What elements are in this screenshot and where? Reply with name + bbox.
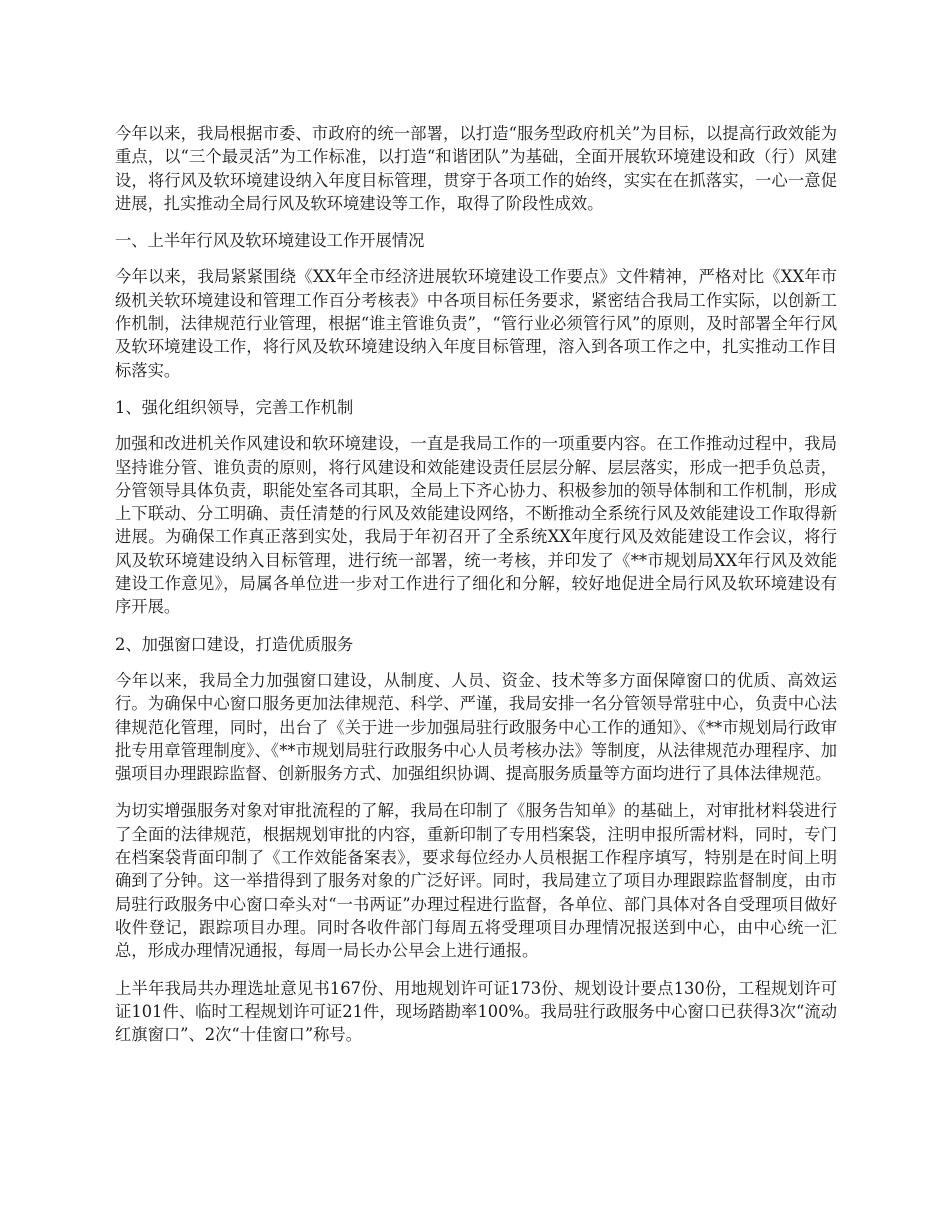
subsection-1-paragraph: 加强和改进机关作风建设和软环境建设，一直是我局工作的一项重要内容。在工作推动过程中，我局坚持谁分管、谁负责的原则，将行风建设和效能建设责任层层分解、层层落实，形成一把手负总责，分管领导具体负责，职能处室各司其职，全局上下齐心协力、积极参加的领导体制和工作机制，形成上下联动、分工明确、责任清楚的行风及效能建设网络，不断推动全系统行风及效能建设工作取得新进展。为确保工作真正落到实处，我局于年初召开了全系统XX年度行风及效能建设工作会议，将行风及软环境建设纳入目标管理，进行统一部署，统一考核，并印发了《**市规划局XX年行风及效能建设工作意见》，局属各单位进一步对工作进行了细化和分解，较好地促进全局行风及软环境建设有序开展。 (115, 434, 837, 617)
subsection-2-paragraph-2: 为切实增强服务对象对审批流程的了解，我局在印制了《服务告知单》的基础上，对审批材料袋进行了全面的法律规范，根据规划审批的内容，重新印制了专用档案袋，注明申报所需材料，同时，专门在档案袋背面印制了《工作效能备案表》，要求每位经办人员根据工作程序填写，特别是在时间上明确到了分钟。这一举措得到了服务对象的广泛好评。同时，我局建立了项目办理跟踪监督制度，由市局驻行政服务中心窗口牵头对“一书两证”办理过程进行监督，各单位、部门具体对各自受理项目做好收件登记，跟踪项目办理。同时各收件部门每周五将受理项目办理情况报送到中心，由中心统一汇总，形成办理情况通报，每周一局长办公早会上进行通报。 (115, 801, 837, 961)
intro-paragraph: 今年以来，我局根据市委、市政府的统一部署，以打造“服务型政府机关”为目标，以提高行政效能为重点，以“三个最灵活”为工作标准，以打造“和谐团队”为基础，全面开展软环境建设和政（行）风建设，将行风及软环境建设纳入年度目标管理，贯穿于各项工作的始终，实实在在抓落实，一心一意促进展，扎实推动全局行风及软环境建设等工作，取得了阶段性成效。 (115, 124, 837, 213)
subsection-2-paragraph-1: 今年以来，我局全力加强窗口建设，从制度、人员、资金、技术等多方面保障窗口的优质、高效运行。为确保中心窗口服务更加法律规范、科学、严谨，我局安排一名分管领导常驻中心，负责中心法律规范化管理，同时，出台了《关于进一步加强局驻行政服务中心工作的通知》、《**市规划局行政审批专用章管理制度》、《**市规划局驻行政服务中心人员考核办法》等制度，从法律规范办理程序、加强项目办理跟踪监督、创新服务方式、加强组织协调、提高服务质量等方面均进行了具体法律规范。 (115, 670, 837, 784)
section-1-paragraph: 今年以来，我局紧紧围绕《XX年全市经济进展软环境建设工作要点》文件精神，严格对比《XX年市级机关软环境建设和管理工作百分考核表》中各项目标任务要求，紧密结合我局工作实际，以创新工作机制，法律规范行业管理，根据“谁主管谁负责”，“管行业必须管行风”的原则，及时部署全年行风及软环境建设工作，将行风及软环境建设纳入年度目标管理，溶入到各项工作之中，扎实推动工作目标落实。 (115, 267, 837, 380)
statistics-paragraph: 上半年我局共办理选址意见书167份、用地规划许可证173份、规划设计要点130份，工程规划许可证101件、临时工程规划许可证21件，现场踏勘率100%。我局驻行政服务中心窗口已获得3次“流动红旗窗口”、2次“十佳窗口”称号。 (115, 978, 837, 1045)
subsection-heading-1: 1、强化组织领导，完善工作机制 (115, 397, 354, 417)
section-heading-1: 一、上半年行风及软环境建设工作开展情况 (115, 231, 425, 251)
document-body (115, 122, 837, 1060)
subsection-heading-2: 2、加强窗口建设，打造优质服务 (115, 634, 354, 654)
